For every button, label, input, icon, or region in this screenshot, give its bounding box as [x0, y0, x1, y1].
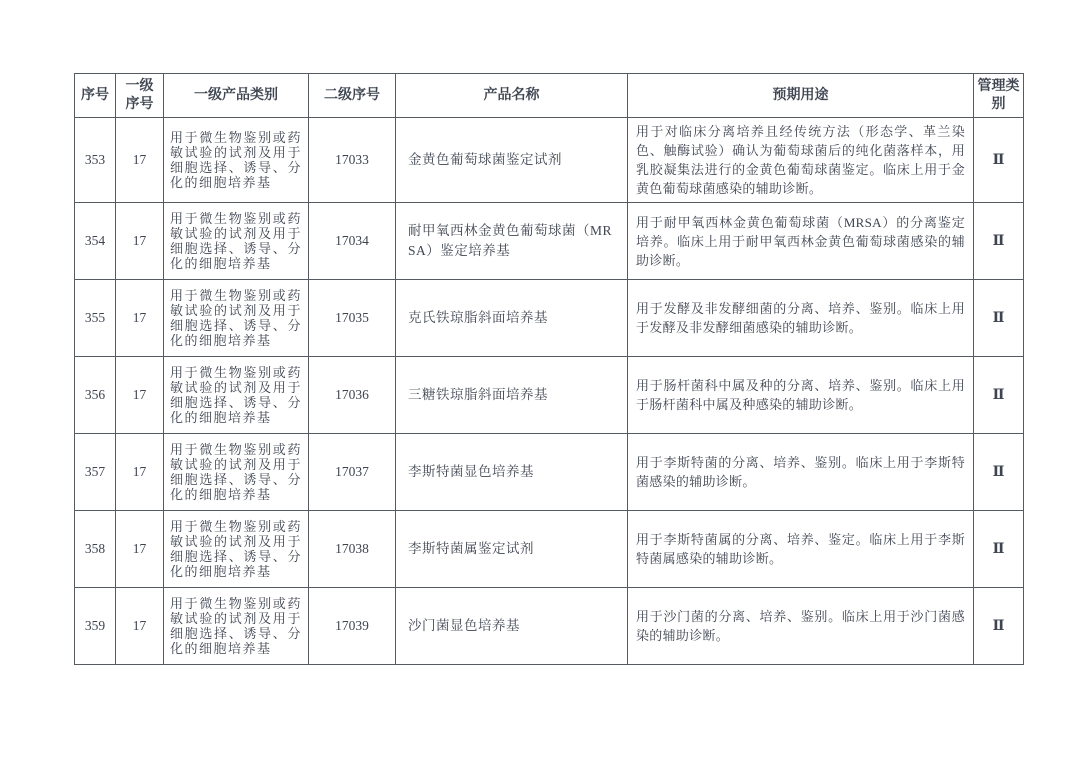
product-name-cell: 三糖铁琼脂斜面培养基: [396, 357, 628, 434]
category-cell: 用于微生物鉴别或药敏试验的试剂及用于细胞选择、诱导、分化的细胞培养基: [164, 434, 309, 511]
column-header-mgmt-class: 管理类别: [974, 74, 1024, 118]
seq-cell: 354: [75, 203, 116, 280]
level2-seq-cell: 17039: [309, 588, 396, 665]
table-row-357: [75, 434, 1024, 511]
table-container: [74, 73, 1024, 665]
level2-seq-cell: 17034: [309, 203, 396, 280]
level1-seq-cell: 17: [116, 434, 164, 511]
column-header-product-name: 产品名称: [396, 74, 628, 118]
mgmt-class-cell: Ⅱ: [974, 511, 1024, 588]
mgmt-class-cell: Ⅱ: [974, 434, 1024, 511]
classification-table: [74, 73, 1024, 665]
column-header-seq: 序号: [75, 74, 116, 118]
intended-use-cell: 用于耐甲氧西林金黄色葡萄球菌（MRSA）的分离鉴定培养。临床上用于耐甲氧西林金黄色葡萄球菌感染的辅助诊断。: [628, 203, 974, 280]
level1-seq-cell: 17: [116, 588, 164, 665]
seq-cell: 355: [75, 280, 116, 357]
mgmt-class-cell: Ⅱ: [974, 357, 1024, 434]
header-row: [75, 74, 1024, 118]
level2-seq-cell: 17036: [309, 357, 396, 434]
table-row-359: [75, 588, 1024, 665]
mgmt-class-cell: Ⅱ: [974, 118, 1024, 203]
product-name-cell: 李斯特菌属鉴定试剂: [396, 511, 628, 588]
intended-use-cell: 用于李斯特菌的分离、培养、鉴别。临床上用于李斯特菌感染的辅助诊断。: [628, 434, 974, 511]
table-row-356: [75, 357, 1024, 434]
level1-seq-cell: 17: [116, 357, 164, 434]
level1-seq-cell: 17: [116, 118, 164, 203]
intended-use-cell: 用于发酵及非发酵细菌的分离、培养、鉴别。临床上用于发酵及非发酵细菌感染的辅助诊断。: [628, 280, 974, 357]
seq-cell: 359: [75, 588, 116, 665]
table-row-353: [75, 118, 1024, 203]
category-cell: 用于微生物鉴别或药敏试验的试剂及用于细胞选择、诱导、分化的细胞培养基: [164, 118, 309, 203]
intended-use-cell: 用于沙门菌的分离、培养、鉴别。临床上用于沙门菌感染的辅助诊断。: [628, 588, 974, 665]
product-name-cell: 李斯特菌显色培养基: [396, 434, 628, 511]
category-cell: 用于微生物鉴别或药敏试验的试剂及用于细胞选择、诱导、分化的细胞培养基: [164, 588, 309, 665]
product-name-cell: 耐甲氧西林金黄色葡萄球菌（MRSA）鉴定培养基: [396, 203, 628, 280]
column-header-intended-use: 预期用途: [628, 74, 974, 118]
level1-seq-cell: 17: [116, 280, 164, 357]
intended-use-cell: 用于肠杆菌科中属及种的分离、培养、鉴别。临床上用于肠杆菌科中属及种感染的辅助诊断。: [628, 357, 974, 434]
level2-seq-cell: 17033: [309, 118, 396, 203]
level2-seq-cell: 17035: [309, 280, 396, 357]
seq-cell: 357: [75, 434, 116, 511]
table-row-358: [75, 511, 1024, 588]
level2-seq-cell: 17037: [309, 434, 396, 511]
product-name-cell: 沙门菌显色培养基: [396, 588, 628, 665]
level1-seq-cell: 17: [116, 511, 164, 588]
table-body: [75, 118, 1024, 665]
product-name-cell: 金黄色葡萄球菌鉴定试剂: [396, 118, 628, 203]
product-name-cell: 克氏铁琼脂斜面培养基: [396, 280, 628, 357]
intended-use-cell: 用于李斯特菌属的分离、培养、鉴定。临床上用于李斯特菌属感染的辅助诊断。: [628, 511, 974, 588]
mgmt-class-cell: Ⅱ: [974, 280, 1024, 357]
column-header-level2-seq: 二级序号: [309, 74, 396, 118]
level2-seq-cell: 17038: [309, 511, 396, 588]
column-header-level1-seq: 一级序号: [116, 74, 164, 118]
table-row-354: [75, 203, 1024, 280]
mgmt-class-cell: Ⅱ: [974, 588, 1024, 665]
category-cell: 用于微生物鉴别或药敏试验的试剂及用于细胞选择、诱导、分化的细胞培养基: [164, 203, 309, 280]
seq-cell: 353: [75, 118, 116, 203]
intended-use-cell: 用于对临床分离培养且经传统方法（形态学、革兰染色、触酶试验）确认为葡萄球菌后的纯化菌落样本，用乳胶凝集法进行的金黄色葡萄球菌鉴定。临床上用于金黄色葡萄球菌感染的辅助诊断。: [628, 118, 974, 203]
seq-cell: 356: [75, 357, 116, 434]
level1-seq-cell: 17: [116, 203, 164, 280]
table-row-355: [75, 280, 1024, 357]
category-cell: 用于微生物鉴别或药敏试验的试剂及用于细胞选择、诱导、分化的细胞培养基: [164, 357, 309, 434]
seq-cell: 358: [75, 511, 116, 588]
category-cell: 用于微生物鉴别或药敏试验的试剂及用于细胞选择、诱导、分化的细胞培养基: [164, 511, 309, 588]
mgmt-class-cell: Ⅱ: [974, 203, 1024, 280]
category-cell: 用于微生物鉴别或药敏试验的试剂及用于细胞选择、诱导、分化的细胞培养基: [164, 280, 309, 357]
column-header-category: 一级产品类别: [164, 74, 309, 118]
